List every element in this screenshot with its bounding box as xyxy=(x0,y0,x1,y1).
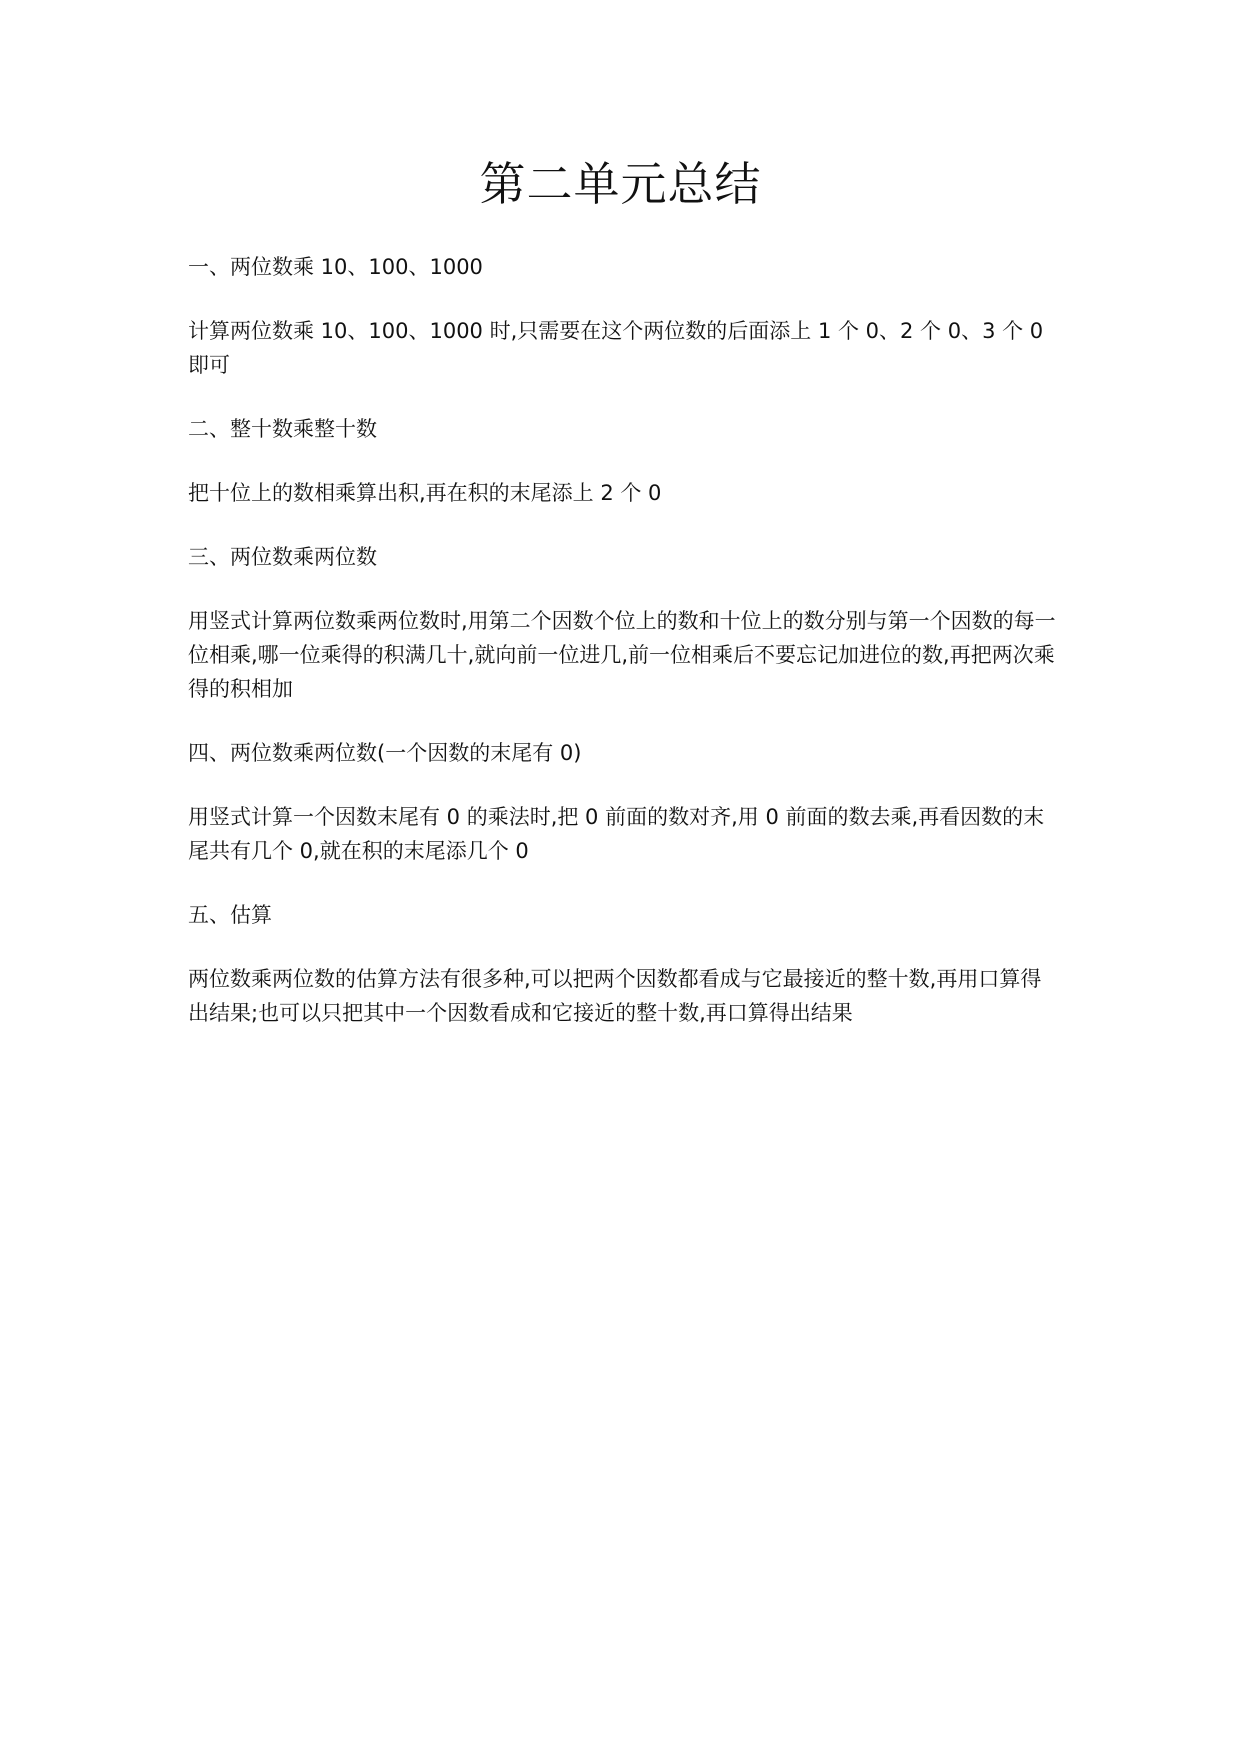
section-heading: 四、两位数乘两位数(一个因数的末尾有 0) xyxy=(188,741,582,765)
section-heading: 五、估算 xyxy=(188,903,272,927)
section-body: 用竖式计算一个因数末尾有 0 的乘法时,把 0 前面的数对齐,用 0 前面的数去乘,再看因数的末尾共有几个 0,就在积的末尾添几个 0 xyxy=(188,805,1045,863)
section-4 xyxy=(188,736,1058,898)
section-heading: 三、两位数乘两位数 xyxy=(188,545,377,569)
document-content xyxy=(188,250,1058,1030)
section-heading: 二、整十数乘整十数 xyxy=(188,417,377,441)
section-3 xyxy=(188,540,1058,736)
section-heading: 一、两位数乘 10、100、1000 xyxy=(188,255,483,279)
section-body: 把十位上的数相乘算出积,再在积的末尾添上 2 个 0 xyxy=(188,481,662,505)
section-2 xyxy=(188,412,1058,540)
section-body: 用竖式计算两位数乘两位数时,用第二个因数个位上的数和十位上的数分别与第一个因数的每一位相乘,哪一位乘得的积满几十,就向前一位进几,前一位相乘后不要忘记加进位的数,再把两次乘得的积相加 xyxy=(188,609,1056,701)
section-5 xyxy=(188,898,1058,1030)
section-body: 计算两位数乘 10、100、1000 时,只需要在这个两位数的后面添上 1 个 0、2 个 0、3 个 0 即可 xyxy=(188,319,1044,377)
section-body: 两位数乘两位数的估算方法有很多种,可以把两个因数都看成与它最接近的整十数,再用口算得出结果;也可以只把其中一个因数看成和它接近的整十数,再口算得出结果 xyxy=(188,967,1042,1025)
page-title: 第二单元总结 xyxy=(479,157,762,211)
section-1 xyxy=(188,250,1058,412)
